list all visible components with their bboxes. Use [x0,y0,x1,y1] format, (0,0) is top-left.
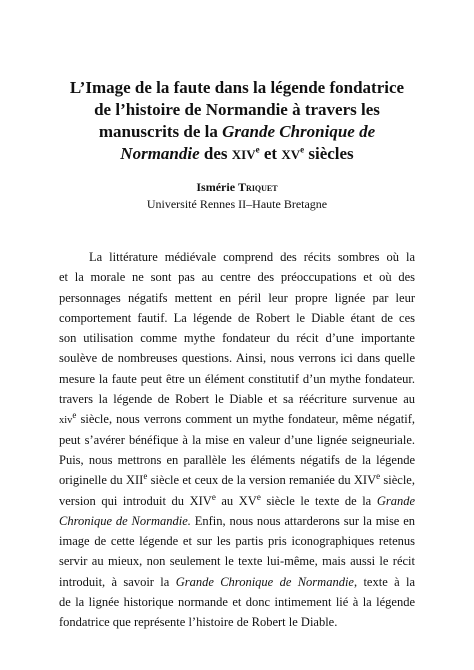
body-line [59,470,415,490]
body-line: travers la légende de Robert le Diable et sa réécriture survenue au [59,392,415,407]
body-line: son utilisation comme mythe fondateur du récit d’une importante [59,331,415,346]
title-text: siècles [304,144,354,163]
body-line: soulève de nombreuses questions. Ainsi, nous verrons ici dans quelle [59,351,415,366]
title-text: et [259,144,282,163]
work-title: Chronique de Normandie. [59,513,191,528]
title-line-3 [52,121,422,143]
title-work-name-cont: Normandie [120,144,200,163]
body-line [59,572,415,592]
author-affiliation: Université Rennes II–Haute Bretagne [146,197,328,211]
title-line-1: L’Image de la faute dans la légende fondatrice [69,78,405,97]
work-title: Grande Chronique de Normandie [175,574,354,589]
title-line-4 [52,143,422,166]
body-line [59,511,415,531]
paper-title [52,77,422,166]
body-text: siècle et ceux de la version remaniée du XIV [147,473,377,488]
title-text: des [199,144,232,163]
body-text: Enfin, nous nous attarderons sur la mise en [190,513,415,528]
body-text: , texte à la [353,574,415,589]
superscript: e [143,471,148,482]
body-text: au XV [215,493,257,508]
body-line: et la morale ne sont pas au centre des préoccupations et où des [59,270,415,285]
body-line-last: fondatrice que représente l’histoire de Robert le Diable. [59,615,338,630]
author-name [0,180,474,195]
work-title: Grande [376,493,415,508]
body-text: version qui introduit du XIV [59,493,212,508]
body-line: image de cette légende et sur les partis pris iconographiques retenus [59,534,415,549]
body-line: personnages négatifs mettent en péril leur propre lignée par leur [59,290,415,305]
title-line-3-text: manuscrits de la [98,122,223,141]
superscript: e [211,491,216,502]
title-superscript: e [300,144,305,155]
body-text: siècle, nous verrons comment un mythe fondateur, même négatif, [76,412,415,427]
title-century-xiv: XIV [231,147,256,162]
title-superscript: e [255,144,260,155]
body-text: originelle du XII [59,473,144,488]
body-line: Puis, nous mettrons en parallèle les éléments négatifs de la légende [59,452,415,467]
century-xiv: xiv [59,415,73,427]
superscript: e [256,491,261,502]
body-line [59,491,415,511]
body-line: peut s’avérer bénéfique à la mise en valeur d’une lignée seigneuriale. [59,432,415,447]
body-line: servir au mieux, non seulement le texte lui-même, mais aussi le récit [59,554,415,569]
body-line: La littérature médiévale comprend des récits sombres où la [89,250,415,264]
body-text: siècle, [380,473,415,488]
author-family-name: Triquet [238,180,278,194]
title-work-name: Grande Chronique de [222,122,376,141]
superscript: e [376,471,381,482]
abstract-paragraph [59,247,415,633]
body-line: comportement fautif. La légende de Robert le Diable étant de ces [59,310,415,325]
body-text: siècle le texte de la [260,493,377,508]
body-line: de la lignée historique normande et donc intimement lié à la légende [59,595,415,610]
superscript: e [72,410,77,421]
title-century-xv: XV [281,147,301,162]
body-line: mesure la faute peut être un élément constitutif d’un mythe fondateur. [59,371,415,386]
author-given-name: Ismérie [196,180,239,194]
body-text: introduit, à savoir la [59,574,176,589]
body-line [59,409,415,429]
title-line-2: de l’histoire de Normandie à travers les [94,100,380,119]
